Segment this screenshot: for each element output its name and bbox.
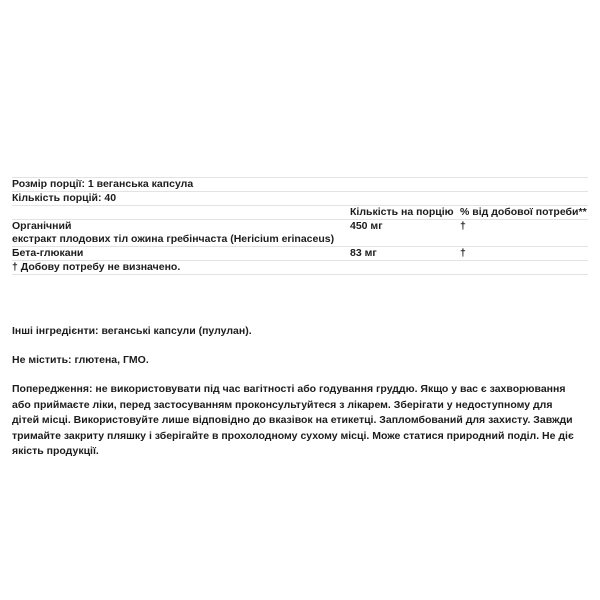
ingredient-daily-value: † — [460, 220, 588, 247]
column-header-amount-per-serving: Кількість на порцію — [350, 206, 454, 218]
table-row — [12, 220, 588, 247]
ingredient-daily-value: † — [460, 247, 588, 261]
ingredient-name-cell — [12, 220, 350, 247]
daily-value-footnote: † Добову потребу не визначено. — [12, 261, 588, 275]
ingredient-amount: 450 мг — [350, 220, 460, 247]
other-ingredients-text: Інші інгредієнти: веганські капсули (пулулан). — [12, 325, 252, 337]
ingredient-name-line-1: Органічний — [12, 220, 72, 232]
label-details — [12, 324, 588, 460]
footnote-row — [12, 261, 588, 275]
supplement-facts-grid — [12, 177, 588, 275]
supplement-facts-table — [12, 177, 588, 275]
serving-size-row — [12, 178, 588, 192]
servings-per-container-row — [12, 192, 588, 206]
ingredient-name-line-2: екстракт плодових тіл ожина гребінчаста (Hericium erinaceus) — [12, 233, 335, 245]
column-header-name — [12, 206, 350, 220]
servings-per-container-label: Кількість порцій: 40 — [12, 192, 588, 206]
ingredient-amount: 83 мг — [350, 247, 460, 261]
table-row — [12, 247, 588, 261]
warning-text: Попередження: не використовувати під час вагітності або годування груддю. Якщо у вас є захворювання або приймаєте ліки, перед застосуванням проконсультуйтеся з лікарем. Зберігати у недоступному для дітей місці. Використовуйте лише відповідно до вказівок на етикетці. Запломбований для захисту. Завжди тримайте закриту пляшку і зберігайте в прохолодному сухому місці. Може статися природний поділ. Не діє якість продукції. — [12, 383, 574, 457]
column-header-daily-value: % від добової потреби** — [460, 206, 587, 218]
ingredient-name-cell: Бета-глюкани — [12, 247, 350, 261]
table-header-row — [12, 206, 588, 220]
free-from-text: Не містить: глютена, ГМО. — [12, 354, 149, 366]
serving-size-label: Розмір порції: 1 веганська капсула — [12, 178, 588, 192]
